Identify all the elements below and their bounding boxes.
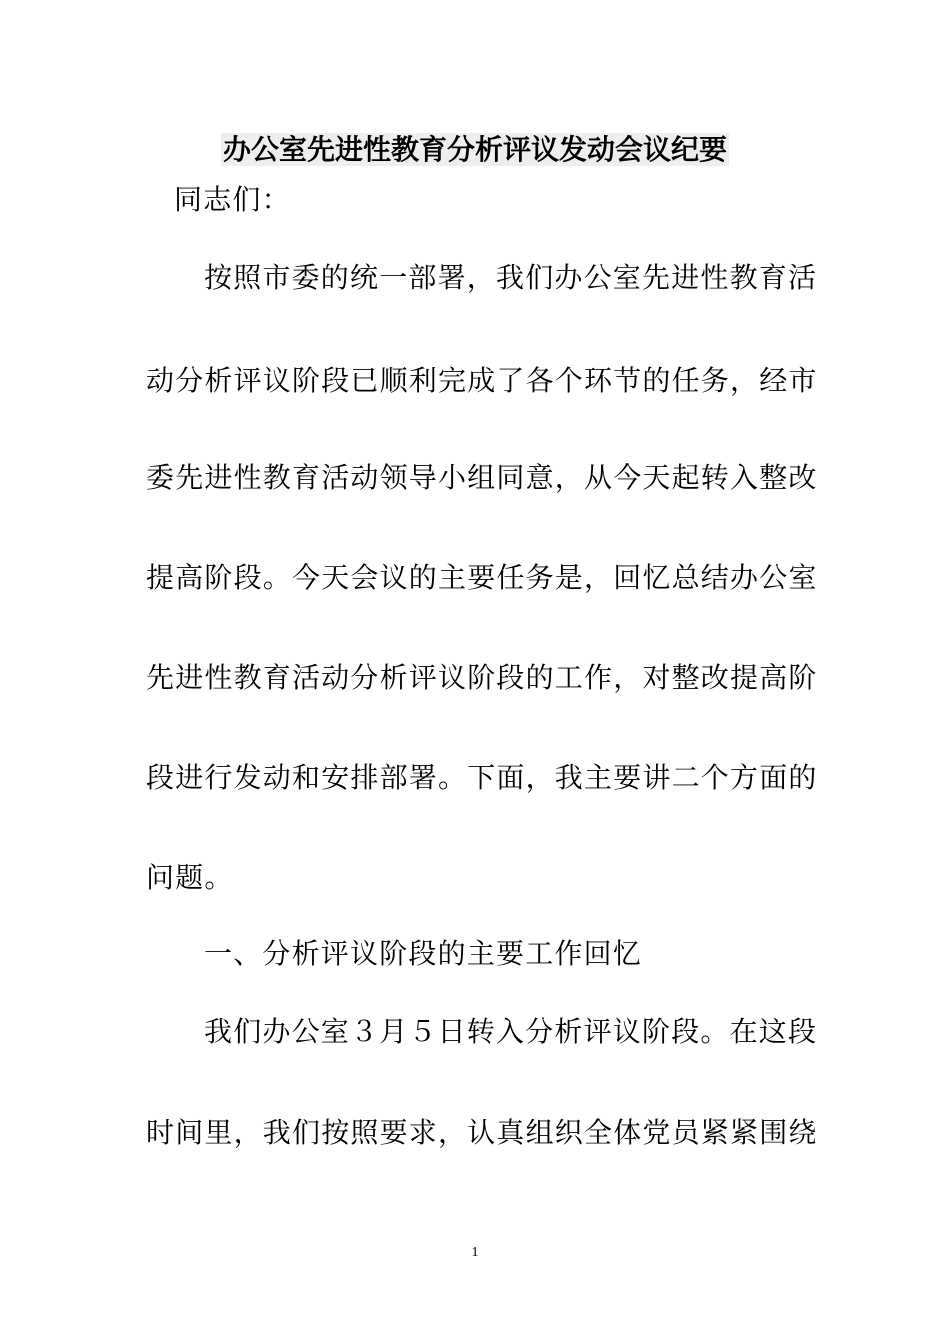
document-title-text: 办公室先进性教育分析评议发动会议纪要 bbox=[222, 133, 727, 166]
section-heading: 一、分析评议阶段的主要工作回忆 bbox=[204, 937, 643, 970]
document-title bbox=[0, 128, 950, 172]
paragraph-line-4: 提高阶段。今天会议的主要任务是，回忆总结办公室 bbox=[146, 561, 818, 594]
paragraph-line-6: 段进行发动和安排部署。下面，我主要讲二个方面的 bbox=[146, 761, 818, 794]
paragraph-line-9: 时间里，我们按照要求，认真组织全体党员紧紧围绕 bbox=[146, 1116, 818, 1149]
paragraph-line-7: 问题。 bbox=[146, 861, 234, 894]
paragraph-line-5: 先进性教育活动分析评议阶段的工作，对整改提高阶 bbox=[146, 661, 818, 694]
paragraph-line-1: 按照市委的统一部署，我们办公室先进性教育活 bbox=[204, 261, 818, 294]
page-number: 1 bbox=[471, 1245, 479, 1260]
paragraph-line-8: 我们办公室３月５日转入分析评议阶段。在这段 bbox=[204, 1015, 818, 1048]
paragraph-line-2: 动分析评议阶段已顺利完成了各个环节的任务，经市 bbox=[146, 364, 818, 397]
salutation: 同志们： bbox=[174, 183, 291, 216]
paragraph-line-3: 委先进性教育活动领导小组同意，从今天起转入整改 bbox=[146, 461, 818, 494]
